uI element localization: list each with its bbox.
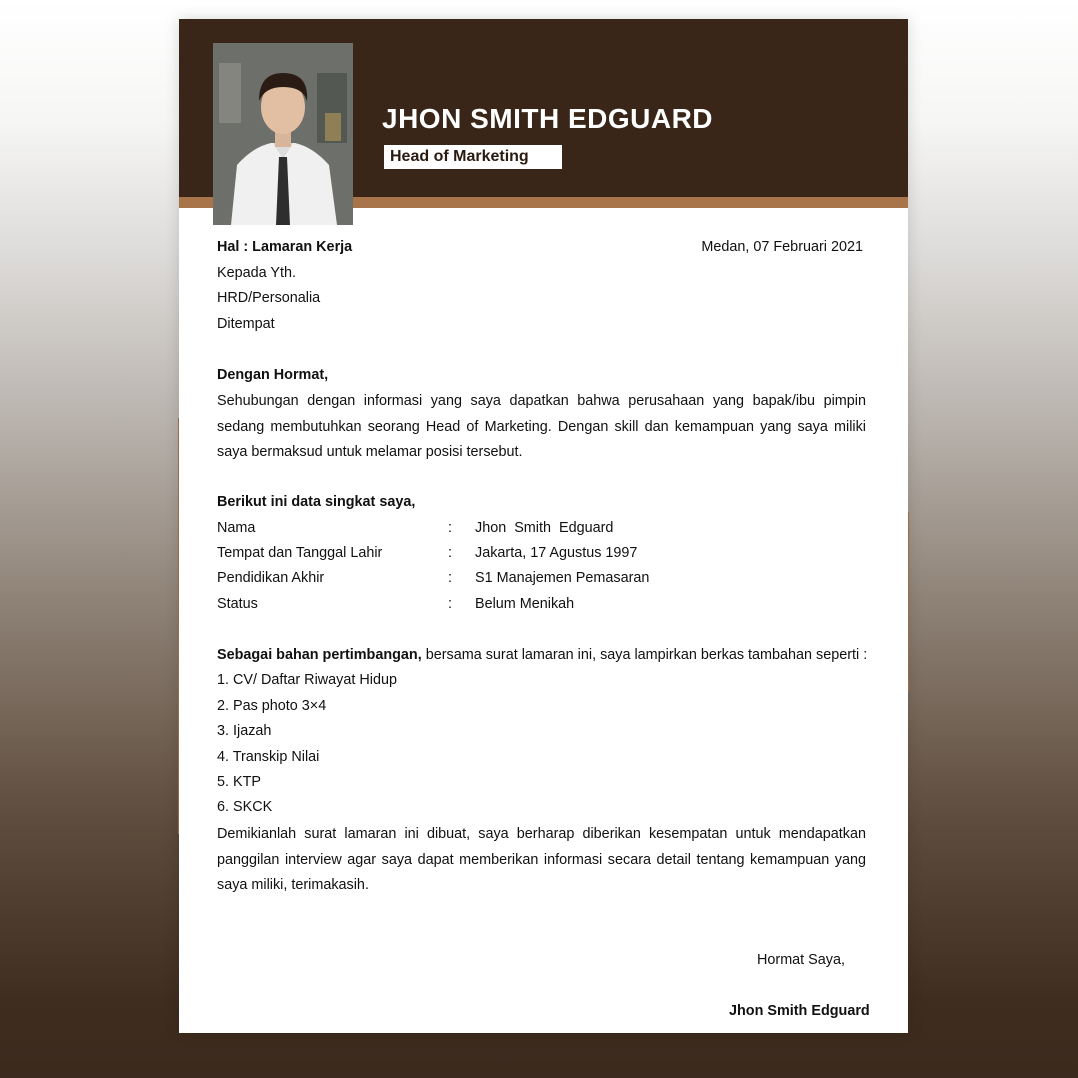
data-colon: : — [448, 520, 452, 536]
data-value: S1 Manajemen Pemasaran — [475, 570, 650, 586]
greeting: Dengan Hormat, — [217, 367, 329, 383]
intro-paragraph: Sehubungan dengan informasi yang saya dapatkan bahwa perusahaan yang bapak/ibu pimpin sedang membutuhkan seorang Head of Marketing. Dengan skill dan kemampuan yang saya miliki saya bermaksud untuk melamar posisi tersebut. — [217, 393, 866, 460]
recipient-line: HRD/Personalia — [217, 290, 321, 306]
signature-name: Jhon Smith Edguard — [729, 1003, 870, 1019]
data-label: Pendidikan Akhir — [217, 570, 325, 586]
data-label: Nama — [217, 520, 256, 536]
recipient-line: Kepada Yth. — [217, 265, 296, 281]
data-value: Jhon Smith Edguard — [475, 520, 614, 536]
data-colon: : — [448, 570, 452, 586]
attachment-item: 3. Ijazah — [217, 723, 272, 739]
attachment-item: 1. CV/ Daftar Riwayat Hidup — [217, 672, 397, 688]
attachment-item: 5. KTP — [217, 774, 261, 790]
letter-subject: Hal : Lamaran Kerja — [217, 239, 353, 255]
sign-off: Hormat Saya, — [757, 952, 845, 968]
data-label: Tempat dan Tanggal Lahir — [217, 545, 383, 561]
data-row-education — [217, 570, 867, 595]
attachment-item: 4. Transkip Nilai — [217, 749, 320, 765]
attachment-item: 6. SKCK — [217, 799, 273, 815]
data-label: Status — [217, 596, 258, 612]
closing-paragraph: Demikianlah surat lamaran ini dibuat, saya berharap diberikan kesempatan untuk mendapatkan panggilan interview agar saya dapat memberikan informasi secara detail tentang kemampuan yang saya miliki, terimakasih. — [217, 826, 866, 893]
letter-page — [179, 19, 908, 1033]
data-colon: : — [448, 596, 452, 612]
attachments-intro — [217, 647, 867, 663]
job-title-label: Head of Marketing — [384, 145, 562, 169]
data-row-name — [217, 520, 867, 545]
profile-photo — [213, 43, 353, 225]
data-value: Belum Menikah — [475, 596, 575, 612]
applicant-name: JHON SMITH EDGUARD — [382, 103, 714, 134]
data-value: Jakarta, 17 Agustus 1997 — [475, 545, 638, 561]
data-row-status — [217, 596, 867, 621]
recipient-line: Ditempat — [217, 316, 275, 332]
attachment-item: 2. Pas photo 3×4 — [217, 698, 327, 714]
attachments-intro-bold: Sebagai bahan pertimbangan, — [217, 647, 422, 663]
letter-date: Medan, 07 Februari 2021 — [701, 239, 863, 255]
data-row-birth — [217, 545, 867, 570]
data-heading: Berikut ini data singkat saya, — [217, 494, 416, 510]
attachments-intro-rest: bersama surat lamaran ini, saya lampirkan berkas tambahan seperti : — [421, 647, 868, 663]
data-colon: : — [448, 545, 452, 561]
